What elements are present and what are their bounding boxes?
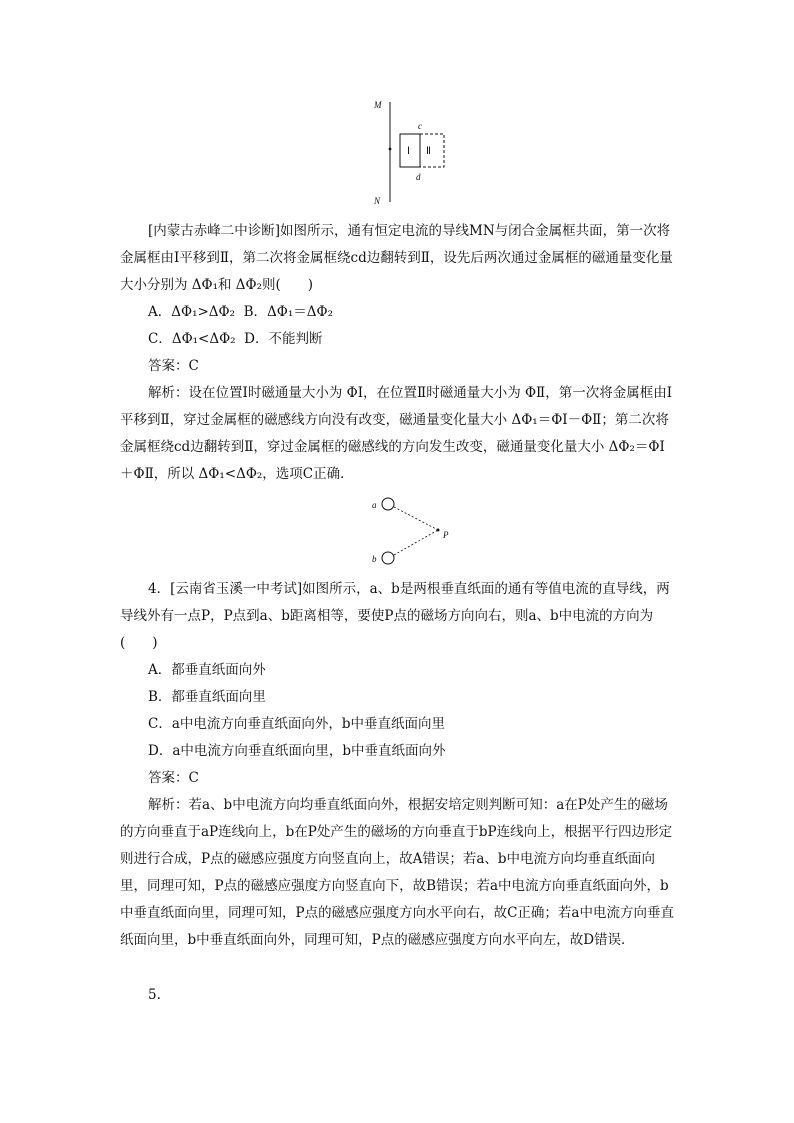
label-region-2: Ⅱ bbox=[426, 146, 431, 157]
line-aP bbox=[394, 507, 438, 530]
q3-options-line2: C．ΔΦ₁<ΔΦ₂ D．不能判断 bbox=[148, 331, 323, 347]
wire-b bbox=[382, 552, 394, 564]
label-d: d bbox=[416, 172, 421, 182]
frame-position-2 bbox=[420, 134, 444, 167]
label-region-1: Ⅰ bbox=[407, 146, 410, 157]
q4-option-c: C．a中电流方向垂直纸面向外，b中垂直纸面向里 bbox=[148, 716, 446, 732]
q4-answer: 答案：C bbox=[148, 770, 199, 786]
label-P: P bbox=[443, 530, 449, 540]
wire-midpoint bbox=[389, 148, 392, 151]
q4-option-d: D．a中电流方向垂直纸面向里，b中垂直纸面向外 bbox=[148, 743, 446, 759]
label-N: N bbox=[374, 196, 381, 206]
q4-stem: 4．[云南省玉溪一中考试]如图所示，a、b是两根垂直纸面的通有等值电流的直导线，两导线外有一点P，P点到a、b距离相等，要使P点的磁场方向向右，则a、b中电流的方向为( ) bbox=[120, 581, 670, 651]
wire-a bbox=[382, 498, 394, 510]
q4-option-b: B．都垂直纸面向里 bbox=[148, 689, 266, 705]
q4-option-a: A．都垂直纸面向外 bbox=[148, 662, 266, 678]
label-M: M bbox=[374, 100, 382, 110]
figure-wire-frame bbox=[368, 96, 458, 208]
q3-analysis: 解析：设在位置Ⅰ时磁通量大小为 ΦⅠ，在位置Ⅱ时磁通量大小为 ΦⅡ，第一次将金属框由Ⅰ平移到Ⅱ，穿过金属框的磁感线方向没有改变，磁通量变化量大小 ΔΦ₁＝ΦⅠ－ΦⅡ；第二次将金属框绕cd边翻转到Ⅱ，穿过金属框的磁感线的方向发生改变，磁通量变化量大小 ΔΦ₂＝ΦⅠ＋ΦⅡ，所以 ΔΦ₁<ΔΦ₂，选项C正确． bbox=[120, 385, 673, 482]
q3-options-line1: A．ΔΦ₁>ΔΦ₂ B．ΔΦ₁＝ΔΦ₂ bbox=[148, 304, 333, 320]
line-bP bbox=[394, 530, 438, 555]
q5-number: 5. bbox=[148, 987, 161, 1003]
frame-position-1 bbox=[400, 134, 420, 167]
q3-stem: [内蒙古赤峰二中诊断]如图所示，通有恒定电流的导线MN与闭合金属框共面，第一次将金属框由Ⅰ平移到Ⅱ，第二次将金属框绕cd边翻转到Ⅱ，设先后两次通过金属框的磁通量变化量大小分别为 ΔΦ₁和 ΔΦ₂则( ) bbox=[120, 223, 673, 293]
q3-answer: 答案：C bbox=[148, 358, 199, 374]
q4-analysis: 解析：若a、b中电流方向均垂直纸面向外，根据安培定则判断可知：a在P处产生的磁场的方向垂直于aP连线向上，b在P处产生的磁场的方向垂直于bP连线向上，根据平行四边形定则进行合成，P点的磁感应强度方向竖直向上，故A错误；若a、b中电流方向均垂直纸面向里，同理可知，P点的磁感应强度方向竖直向下，故B错误；若a中电流方向垂直纸面向外，b中垂直纸面向里，同理可知，P点的磁感应强度方向水平向右，故C正确；若a中电流方向垂直纸面向里，b中垂直纸面向外，同理可知，P点的磁感应强度方向水平向左，故D错误． bbox=[120, 797, 674, 948]
label-a: a bbox=[372, 500, 377, 510]
point-P bbox=[437, 529, 440, 532]
label-b: b bbox=[372, 554, 377, 564]
figure-two-wires bbox=[368, 490, 458, 570]
label-c: c bbox=[418, 121, 422, 131]
